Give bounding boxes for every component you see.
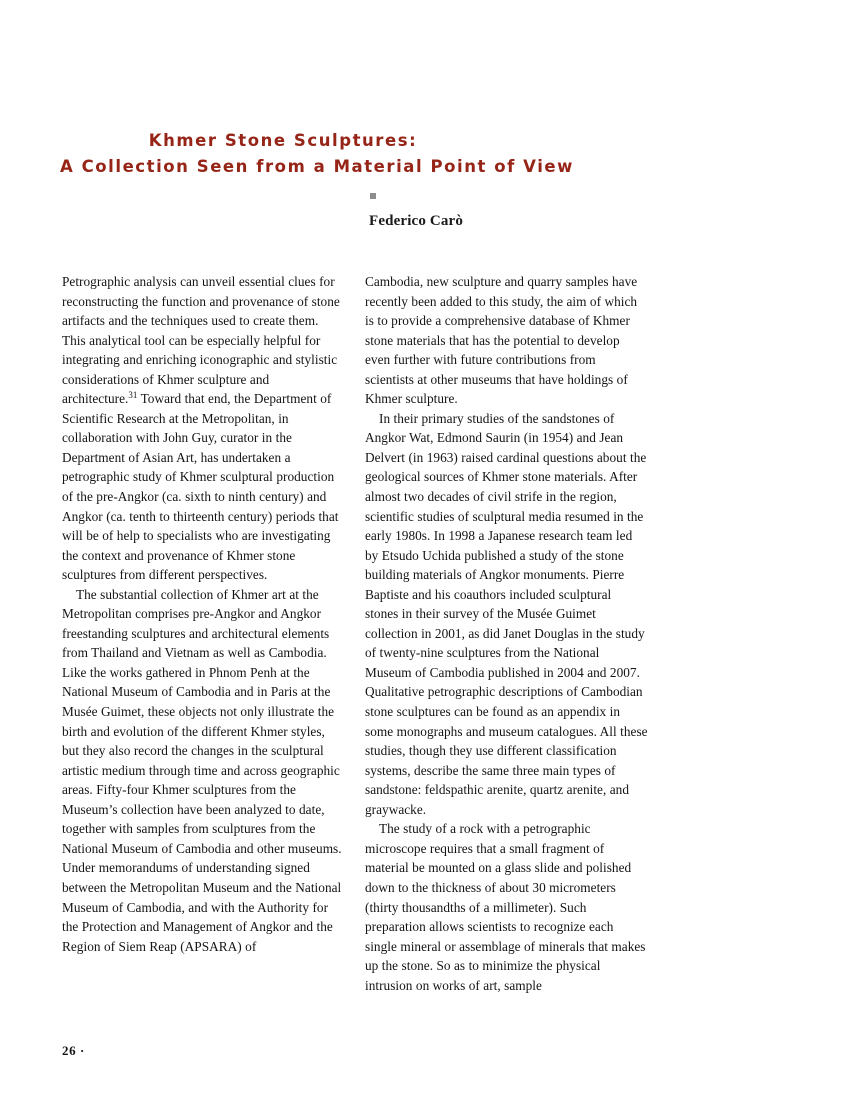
body-paragraph: Petrographic analysis can unveil essential clues for reconstructing the function and provenance of stone artifacts and the techniques used to create them. This analytical tool can be especially helpful for integrating and enriching iconographic and stylistic considerations of Khmer sculpture and architecture.$^{31}$ Toward that end, the Department of Scientific Research at the Metropolitan, in collaboration with John Guy, curator in the Department of Asian Art, has undertaken a petrographic study of Khmer sculptural production of the pre-Angkor (ca. sixth to ninth century) and Angkor (ca. tenth to thirteenth century) periods that will be of help to specialists who are investigating the context and provenance of Khmer stone sculptures from different perspectives.: [62, 274, 340, 583]
article-title: [60, 128, 574, 180]
body-paragraph: In their primary studies of the sandstones of Angkor Wat, Edmond Saurin (in 1954) and Jean Delvert (in 1963) raised cardinal questions about the geological sources of Khmer stone materials. After almost two decades of civil strife in the region, scientific studies of sculptural media resumed in the early 1980s. In 1998 a Japanese research team led by Etsudo Uchida published a study of the stone building materials of Angkor monuments. Pierre Baptiste and his coauthors included sculptural stones in their survey of the Musée Guimet collection in 2001, as did Janet Douglas in the study of twenty-nine sculptures from the National Museum of Cambodia published in 2004 and 2007. Qualitative petrographic descriptions of Cambodian stone sculptures can be found as an appendix in some monographs and museum catalogues. All these studies, though they use different classification systems, describe the same three main types of sandstone: feldspathic arenite, quartz arenite, and graywacke.: [365, 410, 648, 817]
body-columns: [62, 272, 648, 1014]
page-number: 26 ·: [62, 1043, 85, 1058]
author-block: [369, 193, 629, 230]
body-paragraph: Cambodia, new sculpture and quarry samples have recently been added to this study, the aim of which is to provide a comprehensive database of Khmer stone materials that has the potential to develop even further with future contributions from scientists at other museums that have holdings of Khmer sculpture.: [365, 274, 638, 407]
body-paragraph: The study of a rock with a petrographic microscope requires that a small fragment of material be mounted on a glass slide and polished down to the thickness of about 30 micrometers (thirty thousandths of a millimeter). Such preparation allows scientists to recognize each single mineral or assemblage of minerals that makes up the stone. So as to minimize the physical intrusion on works of art, sample: [365, 821, 646, 993]
article-title-line-2: A Collection Seen from a Material Point of View: [60, 157, 574, 176]
body-paragraph: The substantial collection of Khmer art at the Metropolitan comprises pre-Angkor and Angkor freestanding sculptures and architectural elements from Thailand and Vietnam as well as Cambodia. Like the works gathered in Phnom Penh at the National Museum of Cambodia and in Paris at the Musée Guimet, these objects not only illustrate the birth and evolution of the different Khmer styles, but they also record the changes in the sculptural artistic medium through time and across geographic areas. Fifty-four Khmer sculptures from the Museum’s collection have been analyzed to date, together with samples from sculptures from the National Museum of Cambodia and other museums. Under memorandums of understanding signed between the Metropolitan Museum and the National Museum of Cambodia, and with the Authority for the Protection and Management of Angkor and the Region of Siem Reap (APSARA) of: [62, 586, 342, 954]
right-column: [365, 272, 648, 1014]
square-ornament-icon: [370, 193, 376, 199]
left-column: [62, 272, 345, 1014]
author-name: Federico Carò: [369, 213, 463, 229]
article-title-line-1: Khmer Stone Sculptures:: [148, 131, 418, 150]
